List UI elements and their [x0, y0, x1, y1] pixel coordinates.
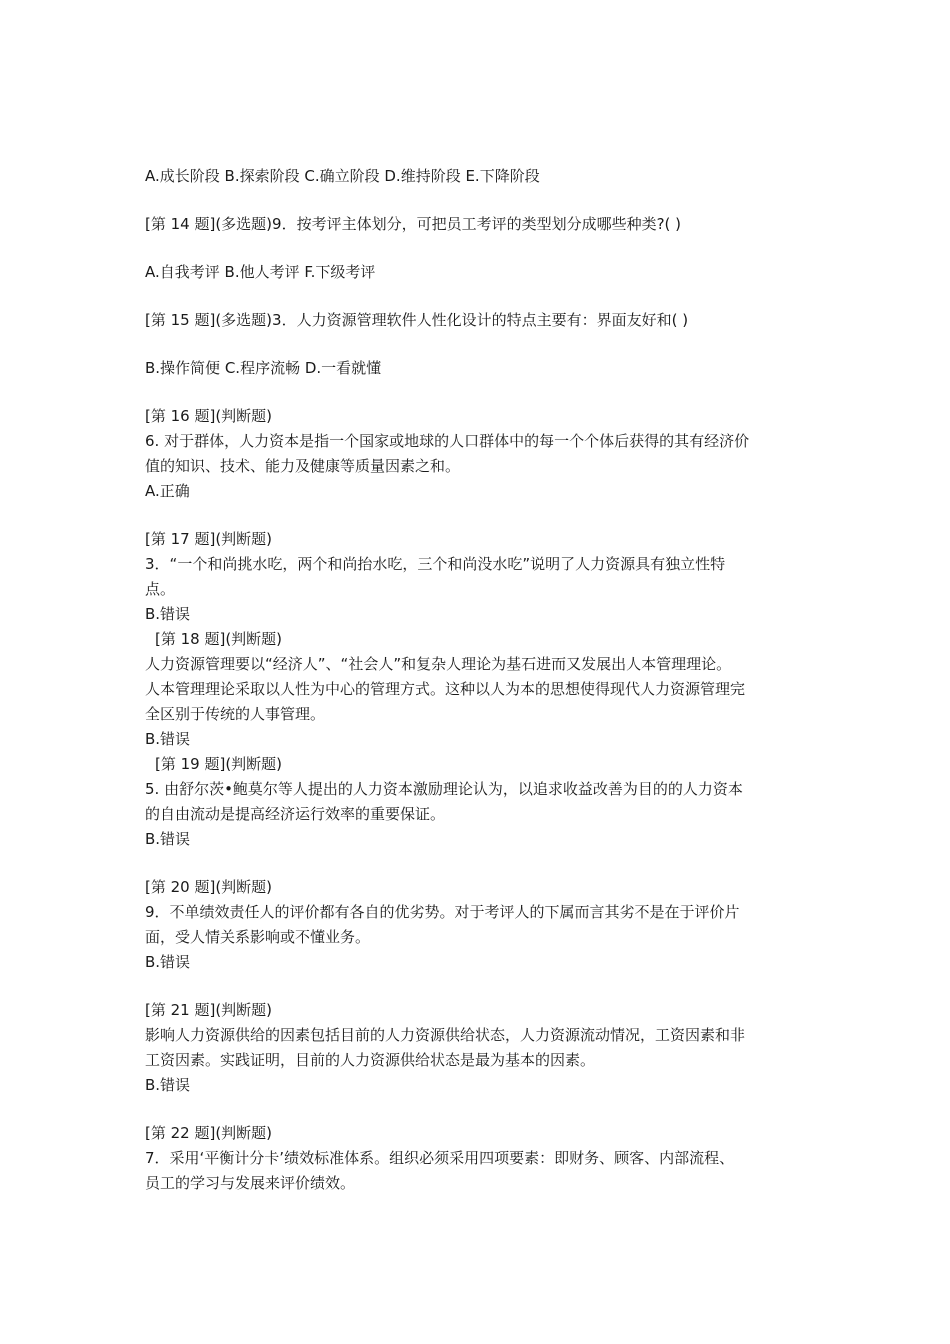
question-header: [第 22 题](判断题): [145, 1124, 273, 1142]
question-20: [145, 875, 810, 975]
question-header: [第 18 题](判断题): [155, 630, 283, 648]
question-text: 人本管理理论采取以人性为中心的管理方式。这种以人为本的思想使得现代人力资源管理完: [145, 680, 746, 698]
options-q13: [145, 164, 810, 189]
question-text: 人力资源管理要以“经济人”、“社会人”和复杂人理论为基石进而又发展出人本管理理论。: [145, 655, 732, 673]
question-header: [第 15 题](多选题)3．人力资源管理软件人性化设计的特点主要有：界面友好和( ): [145, 311, 689, 329]
question-text: 7．采用‘平衡计分卡’绩效标准体系。组织必须采用四项要素：即财务、顾客、内部流程、: [145, 1149, 735, 1167]
question-14: [145, 212, 810, 237]
question-header: [第 20 题](判断题): [145, 878, 273, 896]
answer: B.错误: [145, 605, 191, 623]
question-header: [第 21 题](判断题): [145, 1001, 273, 1019]
question-header: [第 16 题](判断题): [145, 407, 273, 425]
answer: A.正确: [145, 482, 190, 500]
answer: B.错误: [145, 953, 191, 971]
question-text: 6. 对于群体，人力资本是指一个国家或地球的人口群体中的每一个个体后获得的其有经济价: [145, 432, 750, 450]
question-21: [145, 998, 810, 1098]
question-18-19: [145, 627, 810, 852]
question-text: 影响人力资源供给的因素包括目前的人力资源供给状态，人力资源流动情况，工资因素和非: [145, 1026, 746, 1044]
question-text: 9．不单绩效责任人的评价都有各自的优劣势。对于考评人的下属而言其劣不是在于评价片: [145, 903, 740, 921]
question-16: [145, 404, 810, 504]
question-text: 面，受人情关系影响或不懂业务。: [145, 928, 371, 946]
question-text: 5. 由舒尔茨•鲍莫尔等人提出的人力资本激励理论认为，以追求收益改善为目的的人力资本: [145, 780, 743, 798]
question-text: 员工的学习与发展来评价绩效。: [145, 1174, 356, 1192]
option-line: B.操作简便 C.程序流畅 D.一看就懂: [145, 359, 382, 377]
answer: B.错误: [145, 1076, 191, 1094]
question-header: [第 17 题](判断题): [145, 530, 273, 548]
question-15: [145, 308, 810, 333]
question-text: 3．“一个和尚挑水吃，两个和尚抬水吃，三个和尚没水吃”说明了人力资源具有独立性特: [145, 555, 726, 573]
question-17: [145, 527, 810, 627]
document-page: [145, 164, 810, 1196]
answer: B.错误: [145, 830, 191, 848]
question-header: [第 19 题](判断题): [155, 755, 283, 773]
question-header: [第 14 题](多选题)9．按考评主体划分，可把员工考评的类型划分成哪些种类?( ): [145, 215, 682, 233]
question-text: 值的知识、技术、能力及健康等质量因素之和。: [145, 457, 461, 475]
question-22: [145, 1121, 810, 1196]
options-q14: [145, 260, 810, 285]
option-line: A.自我考评 B.他人考评 F.下级考评: [145, 263, 376, 281]
answer: B.错误: [145, 730, 191, 748]
question-text: 工资因素。实践证明，目前的人力资源供给状态是最为基本的因素。: [145, 1051, 596, 1069]
option-line: A.成长阶段 B.探索阶段 C.确立阶段 D.维持阶段 E.下降阶段: [145, 167, 540, 185]
options-q15: [145, 356, 810, 381]
question-text: 点。: [145, 580, 176, 598]
question-text: 的自由流动是提高经济运行效率的重要保证。: [145, 805, 446, 823]
question-text: 全区别于传统的人事管理。: [145, 705, 326, 723]
